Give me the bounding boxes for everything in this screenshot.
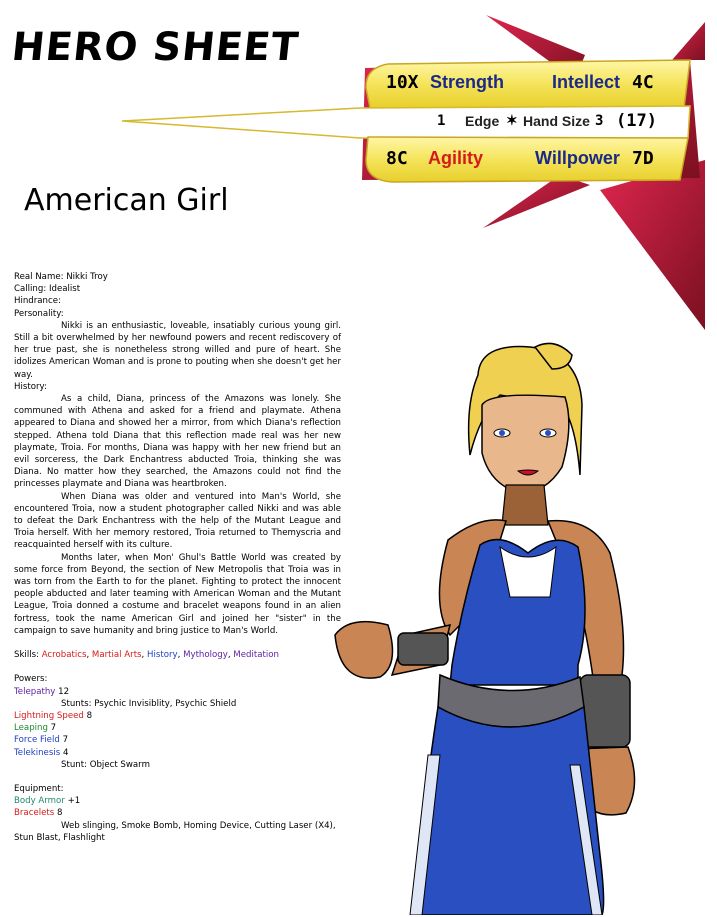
power-lightning-speed [14,710,341,722]
edge-value: 1 [437,113,446,129]
hand-size-value: 3 [595,113,604,129]
burst-spike [600,160,705,330]
skill-separator: , [177,650,184,661]
skills-list [42,650,279,660]
hindrance: Hindrance: [14,296,61,307]
power-name: Telepathy [14,686,56,697]
calling: Calling: Idealist [14,284,81,295]
power-name: Lightning Speed [14,710,84,721]
power-value: 7 [62,735,69,746]
strength-value: 10X [386,72,419,93]
edge-label: Edge [465,113,500,129]
power-force-field [14,734,341,746]
agility-label: Agility [428,148,484,168]
skill-item: Mythology [183,650,228,661]
skill-item: Acrobatics [41,650,87,661]
power-stunts: Stunts: Psychic Invisiblity, Psychic Shield [61,698,237,709]
power-value: 12 [58,686,70,697]
skill-item: History [147,650,178,661]
willpower-value: 7D [632,148,654,169]
intellect-label: Intellect [552,72,621,92]
skill-item: Meditation [233,650,279,661]
power-telepathy [14,686,341,698]
equipment-name: Body Armor [14,796,65,807]
personality-label: Personality: [14,308,64,319]
separator-star-icon: ✶ [506,112,518,128]
personality-text: Nikki is an enthusiastic, loveable, insatiably curious young girl. Still a bit overwhelmed by her newfound powers and recent rediscovery of her true past, she is nonetheless strong willed and pure of heart. She idolizes American Woman and is prone to pouting when she doesn't get her way. [14,320,341,380]
equipment-body-armor [14,795,341,807]
power-value: 7 [50,723,57,734]
power-leaping [14,722,341,734]
hand-size-total: (17) [616,111,657,131]
power-telekinesis [14,747,341,759]
willpower-label: Willpower [535,148,620,168]
history-label: History: [14,381,47,392]
history-paragraph: Months later, when Mon' Ghul's Battle World was created by some force from Beyond, the section of New Metropolis that Troia was in was torn from the Earth to for the planet. Fighting to protect the innocent people abducted and later teaming with American Woman and the Mutant League, Troia donned a costume and bracelet weapons found in an alien fortress, took the name American Girl and joined her "sister" in the campaign to save humanity and bring justice to Man's World. [14,552,341,636]
equipment-bracelets [14,807,341,819]
page-title: HERO SHEET [9,25,302,70]
skill-separator: , [86,650,92,661]
power-name: Telekinesis [14,747,61,758]
character-illustration [330,335,670,915]
hand-size-label: Hand Size [523,113,590,129]
power-name: Force Field [14,735,60,746]
skill-separator: , [141,650,148,661]
skill-item: Martial Arts [91,650,142,661]
burst-spike [672,22,705,60]
banner-middle-spike [122,106,690,138]
strength-label: Strength [430,72,504,92]
equipment-value: +1 [67,796,81,807]
skills-label: Skills: [14,650,39,661]
skills-line [14,649,341,661]
equipment-name: Bracelets [14,808,55,819]
equipment-value: 8 [56,808,63,819]
power-value: 4 [62,747,69,758]
skill-separator: , [227,650,234,661]
character-name: American Girl [24,183,229,218]
history-paragraph: As a child, Diana, princess of the Amazons was lonely. She communed with Athena and asked for a friend and playmate. Athena appeared to Diana and showed her a mirror, from which Diana's reflection stepped. Athena told Diana that this reflection made real was her new playmate, Troia. For months, Diana was happy with her new friend but an evil sorceress, the Dark Enchantress abducted Troia, thinking she was Diana. No matter how they searched, the Amazons could not find the princesses playmate and Diana was heartbroken. [14,394,341,490]
agility-value: 8C [386,148,408,169]
bracelet-weapons: Stun Blast, Flashlight [14,832,105,843]
power-value: 8 [86,710,93,721]
equipment-label: Equipment: [14,783,64,794]
burst-spike [483,175,590,228]
history-paragraph: When Diana was older and ventured into Man's World, she encountered Troia, now a student photographer called Nikki and was able to defeat the Dark Enchantress with the help of the Mutant League and Troia herself. With her memory restored, Troia returned to Themyscria and reacquainted herself with its culture. [14,491,341,551]
character-details [14,271,341,844]
real-name: Real Name: Nikki Troy [14,272,108,282]
powers-label: Powers: [14,674,48,685]
power-name: Leaping [14,723,48,734]
bracelet-weapons: Web slinging, Smoke Bomb, Homing Device, Cutting Laser (X4), [61,820,336,831]
intellect-value: 4C [632,72,654,93]
power-stunts: Stunt: Object Swarm [61,759,150,770]
